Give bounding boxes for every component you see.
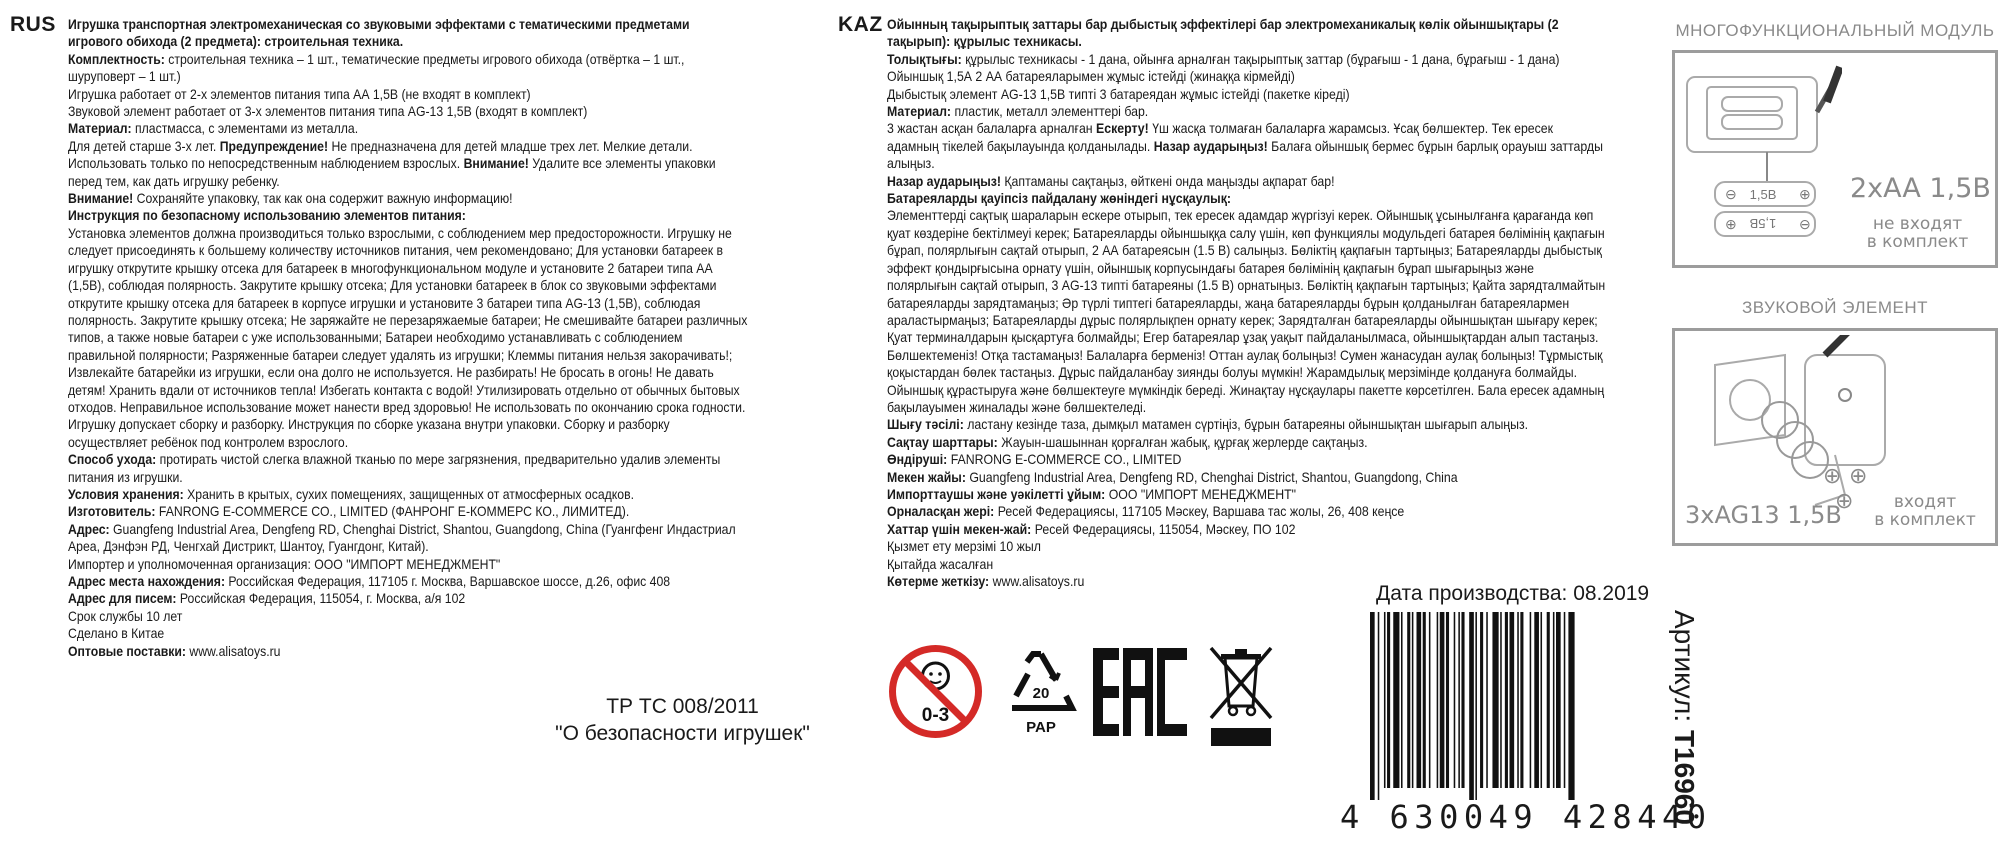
kaz-warning-label: Ескерту!	[1096, 121, 1149, 137]
barcode-bar	[1370, 612, 1375, 800]
rus-mail-label: Адрес для писем:	[68, 591, 177, 607]
barcode-bar	[1568, 612, 1574, 800]
rus-age-text: Для детей старше 3-х лет.	[68, 138, 220, 154]
kaz-batteries-line: Ойыншық 1,5А 2 АА батареяларымен жұмыс істейді (жинаққа кірмейді)	[887, 69, 1295, 85]
kaz-age-text: 3 жастан асқан балаларға арналған	[887, 121, 1097, 137]
rus-material-text: пластмасса, с элементами из металла.	[131, 121, 359, 137]
sound-element-battery-type: 3xAG13 1,5В	[1685, 501, 1842, 529]
rus-attention2-text: Сохраняйте упаковку, так как она содержит важную информацию!	[133, 191, 513, 207]
standard-line-1: ТР ТС 008/2011	[606, 695, 759, 718]
age-warning-0-3-icon	[888, 644, 983, 739]
barcode-bar	[1429, 612, 1431, 788]
kaz-safety-text: Элементтерді сақтық шараларын ескере отырып, тек ересек адамдар жүргізуі керек. Ойыншық ұсынылғанға қарағанда көп қуат көздеріне бектілмеуі керек; Батареяларды ойыншыққа салу үшін, көп функциялы модульдегі батарея бөлімінің қақпағын бұрап, полярлығын сақтай отырып, 2 АА батареясын (1.5 В) салыңыз. Бөліктің қақпағын тартыңыз; Батареяларды дыбыстық эффект қондырғысына орнату үшін, ойыншық корпусындағы батарея бөлімінің қақпағын бұрап шығарыңыз және полярлығын сақтай отырып, 3 AG-13 типті батареяны (1.5 В) орнатыңыз. Бөліктің қақпағын тартыңыз; Қайта зарядталмайтын батареяларды зарядтамаңыз; Әр түрлі типтегі батареяларды, жаңа батареяларды бұрын қолданылған батареялармен араластырмаңыз; Батареяларды дұрыс полярлықпен орнату керек; Зарядталған батареяларды ойыншықтан шығару керек; Қуат терминалдарын қысқартуға болмайды; Егер батареялар ұзақ уақыт пайдаланылмаса, ойыншықтардан алып тастаңыз. Бөлшектеменіз! Отқа тастамаңыз! Балаларға берменіз! Оттан аулақ болыңыз! Сумен жанасудан аулақ болыңыз! Тұрмыстық қоқыстардан бөлек тастаңыз. Дұрыс пайдаланбау зиянды болуы мүмкін! Жарамдылық мерзімінде қолдануға болмайды. Ойыншық құрастыруға және бөлшектеуге мүмкіндік береді. Жинақтау нұсқаулары пакетте көрсетілген. Бала ересек адамның бақылауымен жиналады және бөлшектеледі.	[887, 208, 1606, 415]
kaz-care-text: ластану кезінде таза, дымқыл матамен сүртіңіз, бұрын батареяны ойыншықтан шығарып алыңыз.	[963, 417, 1529, 433]
rus-care-label: Способ ухода:	[68, 452, 157, 468]
multi-module-panel	[1672, 50, 1998, 268]
recycle-number: 20	[1032, 685, 1050, 702]
rus-location-text: Российская Федерация, 117105 г. Москва, Варшавское шоссе, д.26, офис 408	[225, 574, 671, 589]
article-number	[1668, 610, 1700, 825]
barcode-bar	[1505, 612, 1508, 788]
barcode-bar	[1458, 612, 1460, 788]
barcode-bar	[1480, 612, 1483, 788]
barcode-bar	[1500, 612, 1502, 788]
barcode-digits: 4 630049 428440	[1340, 798, 1712, 836]
kaz-material-text: пластик, металл элементтері бар.	[951, 104, 1149, 120]
barcode-bar	[1492, 612, 1498, 788]
recycle-code: PAP	[1026, 719, 1056, 736]
rus-set-label: Комплектность:	[68, 51, 165, 67]
barcode-bar	[1378, 612, 1380, 800]
multi-module-title: МНОГОФУНКЦИОНАЛЬНЫЙ МОДУЛЬ	[1675, 21, 1995, 40]
kaz-set-text: құрылыс техникасы - 1 дана, ойынға арналған тақырыптық заттар (бұрағыш - 1 дана, бұрағыш - 1 дана)	[961, 51, 1560, 67]
multi-module-diagram	[1677, 57, 1842, 257]
barcode-bar	[1461, 612, 1464, 788]
kaz-maker-label: Өндіруші:	[887, 452, 948, 468]
barcode-bar	[1440, 612, 1445, 788]
rus-attention2-label: Внимание!	[68, 191, 134, 207]
barcode-bar	[1541, 612, 1543, 788]
barcode-bar	[1454, 612, 1456, 788]
rus-made-in: Сделано в Китае	[68, 626, 165, 642]
barcode-bar	[1417, 612, 1422, 788]
barcode-bar	[1510, 612, 1515, 788]
kaz-wholesale-link[interactable]: www.alisatoys.ru	[989, 574, 1085, 589]
production-date: Дата производства: 08.2019	[1376, 582, 1650, 605]
kaz-service-life: Қызмет ету мерзімі 10 жыл	[887, 539, 1041, 555]
kaz-location-text: Ресей Федерациясы, 117105 Мәскеу, Варшава тас жолы, 26, 408 кеңсе	[994, 504, 1405, 520]
multi-module-note-2: в комплект	[1866, 232, 1969, 252]
plus-icon-1: ⊕	[1823, 463, 1842, 488]
rus-title: Игрушка транспортная электромеханическая со звуковыми эффектами с тематическими предметами игрового обихода (2 предмета): строительная техника.	[68, 17, 690, 50]
kaz-material-label: Материал:	[887, 104, 952, 120]
rus-safety-text: Установка элементов должна производиться только взрослыми, с соблюдением мер предосторожности. Игрушку не следует присоединять к большему количеству источников питания, чем рекомендовано; Для установки батареек в игрушку открутите крышку отсека для батареек в многофункциональном модуле и установите 2 батареи типа АА (1,5В), соблюдая полярность. Закрутите крышку отсека; Для установки батареек в блок со звуковыми эффектами открутите крышку отсека для батареек в корпусе игрушки и установите 3 батареи типа AG-13 (1,5В), соблюдая полярность. Закрутите крышку отсека; Не заряжайте не перезаряжаемые батареи; Не смешивайте батареи различных типов, а также новые батареи с уже использованными; Батареи необходимо устанавливать с соблюдением правильной полярности; Разряженные батареи следует удалять из игрушки; Клеммы питания нельзя закорачивать!; Извлекайте батарейки из игрушки, если она долго не используется. Не разбирать! Не бросать в огонь! Не давать детям! Хранить вдали от источников тепла! Избегать контакта с водой! Утилизировать отдельно от обычных бытовых отходов. Неправильное использование может нанести вред здоровью! Не использовать по окончанию срока годности. Игрушку допускает сборку и разборку. Инструкция по сборке указана внутри упаковки. Сборку и разборку осуществляет ребёнок под контролем взрослого.	[68, 225, 748, 450]
rus-attention-text: Удалите все элементы упаковки перед тем, как дать игрушку ребенку.	[68, 156, 716, 189]
kaz-storage-text: Жауын-шашыннан қорғалған жабық, құрғақ жерлерде сақтаңыз.	[997, 434, 1368, 450]
kaz-mail-text: Ресей Федерациясы, 115054, Мәскеу, ПО 102	[1031, 521, 1296, 537]
svg-text:⊕: ⊕	[1725, 216, 1737, 232]
battery-label-2: 1,5B	[1749, 216, 1777, 231]
kaz-mail-label: Хаттар үшін мекен-жай:	[887, 521, 1032, 537]
sound-element-note-1: входят	[1893, 492, 1957, 512]
rus-batteries-line: Игрушка работает от 2-х элементов питания типа АА 1,5В (не входят в комплект)	[68, 86, 531, 102]
barcode-bar	[1446, 612, 1449, 788]
age-badge-text: 0-3	[921, 705, 950, 726]
kaz-made-in: Қытайда жасалған	[887, 556, 994, 572]
rus-wholesale-link[interactable]: www.alisatoys.ru	[185, 643, 281, 659]
battery-label-1: 1,5B	[1749, 187, 1777, 202]
barcode-bar	[1517, 612, 1519, 788]
rus-mail-text: Российская Федерация, 115054, г. Москва, а/я 102	[176, 591, 466, 607]
rus-maker-label: Изготовитель:	[68, 504, 156, 520]
sound-element-title: ЗВУКОВОЙ ЭЛЕМЕНТ	[1741, 298, 1929, 317]
barcode-bar	[1564, 612, 1566, 788]
kaz-wholesale-label: Көтерме жеткізу:	[887, 574, 990, 589]
kaz-care-label: Шығу тәсілі:	[887, 417, 964, 433]
eac-mark-icon	[1093, 648, 1187, 736]
barcode-bar	[1401, 612, 1403, 788]
barcode-bar	[1534, 612, 1539, 788]
kaz-warning-text: Үш жасқа толмаған балаларға жарамсыз. Ұсақ бөлшектер. Тек ересек адамның тікелей бақылауында қолданылады.	[887, 121, 1554, 154]
barcode-bar	[1547, 612, 1550, 788]
kaz-sound-line: Дыбыстық элемент AG-13 1,5В типті 3 батареядан жұмыс істейді (пакетке кіреді)	[887, 86, 1350, 102]
recycle-pap-icon	[1002, 648, 1080, 740]
barcode-bar	[1530, 612, 1532, 788]
kaz-importer-text: ООО "ИМПОРТ МЕНЕДЖМЕНТ"	[1105, 486, 1297, 502]
rus-safety-heading: Инструкция по безопасному использованию элементов питания:	[68, 208, 466, 224]
barcode-bar	[1412, 612, 1414, 788]
rus-storage-text: Хранить в крытых, сухих помещениях, защищенных от атмосферных осадков.	[183, 486, 634, 502]
barcode-bar	[1393, 612, 1399, 788]
rus-service-life: Срок службы 10 лет	[68, 608, 183, 624]
rus-text-block	[68, 16, 747, 660]
kaz-address-text: Guangfeng Industrial Area, Dengfeng RD, Chenghai District, Shantou, Guangdong, China	[965, 469, 1458, 485]
barcode-bar	[1387, 612, 1390, 788]
barcode-bar	[1407, 612, 1410, 788]
kaz-address-label: Мекен жайы:	[887, 469, 966, 485]
rus-warning-text: Не предназначена для детей младше трех лет. Мелкие детали. Использовать только по непосредственным наблюдением взрослых.	[68, 138, 693, 172]
plus-icon-2: ⊕	[1849, 463, 1868, 488]
kaz-attention2-text: Қаптаманы сақтаңыз, өйткені онда маңызды ақпарат бар!	[1000, 173, 1335, 189]
rus-address-text: Guangfeng Industrial Area, Dengfeng RD, Chenghai District, Shantou, Guangdong, China (Гуангфенг Индастриал Ареа, Дэнфэн РД, Ченгхай Дистрикт, Шантоу, Гуангдонг, Китай).	[68, 521, 736, 555]
rus-storage-label: Условия хранения:	[68, 486, 184, 502]
barcode-bars	[1370, 612, 1575, 800]
rus-care-text: протирать чистой слегка влажной тканью по мере загрязнения, предварительно удалив элементы питания из игрушки.	[68, 452, 721, 485]
barcode-bar	[1437, 612, 1439, 788]
lang-code-rus: RUS	[10, 13, 56, 36]
kaz-title: Ойынның тақырыптық заттары бар дыбыстық эффектілері бар электромеханикалық көлік ойыншықтары (2 тақырып): құрылыс техникасы.	[887, 17, 1559, 50]
barcode-bar	[1423, 612, 1426, 788]
standard-line-2: "О безопасности игрушек"	[555, 722, 810, 745]
rus-location-label: Адрес места нахождения:	[68, 574, 226, 589]
kaz-storage-label: Сақтау шарттары:	[887, 434, 998, 450]
svg-text:⊖: ⊖	[1799, 216, 1811, 232]
barcode-bar	[1553, 612, 1555, 788]
kaz-attention-text: Балаға ойыншық бермес бұрын барлық орауыш заттарды алыңыз.	[887, 138, 1603, 172]
barcode-bar	[1469, 612, 1474, 800]
rus-address-label: Адрес:	[68, 521, 110, 537]
barcode-bar	[1556, 612, 1561, 788]
article-label: Артикул:	[1669, 610, 1700, 723]
plus-icon-3: ⊕	[1835, 488, 1854, 513]
barcode-bar	[1475, 612, 1477, 800]
kaz-set-label: Толықтығы:	[887, 51, 962, 67]
kaz-importer-label: Импорттаушы және уәкілетті ұйым:	[887, 486, 1106, 502]
kaz-attention-label: Назар аударыңыз!	[1153, 138, 1268, 154]
kaz-attention2-label: Назар аударыңыз!	[887, 173, 1001, 189]
sound-element-note-2: в комплект	[1874, 510, 1976, 530]
rus-material-label: Материал:	[68, 121, 132, 137]
kaz-safety-heading: Батареяларды қауіпсіз пайдалану жөніндегі нұсқаулық:	[887, 191, 1231, 207]
rus-sound-line: Звуковой элемент работает от 3-х элементов питания типа AG-13 1,5В (входят в комплект)	[68, 104, 588, 120]
barcode	[1370, 612, 1672, 800]
sound-element-panel	[1672, 328, 1998, 546]
barcode-bar	[1384, 612, 1386, 788]
kaz-text-block	[887, 16, 1607, 590]
article-value: T16960	[1669, 729, 1700, 825]
multi-module-note-1: не входят	[1872, 214, 1963, 234]
rus-wholesale-label: Оптовые поставки:	[68, 643, 186, 659]
multi-module-battery-type: 2xAA 1,5В	[1850, 173, 1991, 204]
rus-maker-text: FANRONG E-COMMERCE CO., LIMITED (ФАНРОНГ Е-КОММЕРС КО., ЛИМИТЕД).	[155, 504, 630, 520]
barcode-bar	[1520, 612, 1523, 788]
weee-bin-icon	[1205, 644, 1277, 748]
rus-set-text: строительная техника – 1 шт., тематические предметы игрового обихода (отвёртка – 1 шт., шуруповерт – 1 шт.)	[68, 51, 685, 85]
rus-importer: Импортер и уполномоченная организация: ООО "ИМПОРТ МЕНЕДЖМЕНТ"	[68, 556, 501, 572]
rus-attention-label: Внимание!	[463, 156, 529, 172]
svg-text:⊕: ⊕	[1799, 186, 1811, 202]
svg-text:⊖: ⊖	[1725, 186, 1737, 202]
barcode-bar	[1486, 612, 1488, 788]
rus-warning-label: Предупреждение!	[219, 138, 329, 154]
lang-code-kaz: KAZ	[838, 13, 883, 36]
kaz-location-label: Орналасқан жері:	[887, 504, 995, 520]
kaz-maker-text: FANRONG E-COMMERCE CO., LIMITED	[947, 452, 1182, 468]
